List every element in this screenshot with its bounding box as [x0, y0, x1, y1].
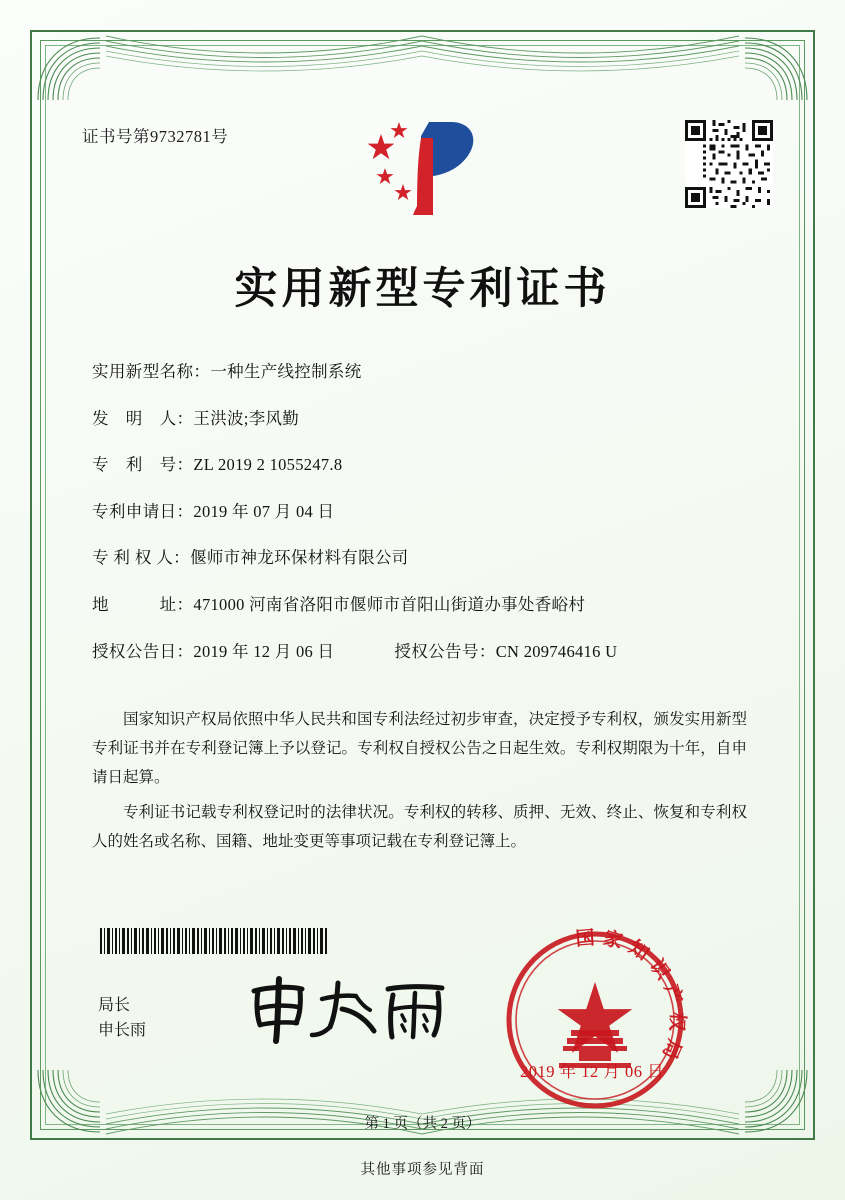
svg-text:国家知识产权局: 国家知识产权局	[574, 926, 689, 1069]
page-title: 实用新型专利证书	[234, 264, 611, 314]
barcode-icon	[100, 928, 328, 954]
field-value: 2019 年 07 月 04 日	[193, 501, 335, 521]
field-label: 地 址：	[92, 594, 194, 614]
field-row-name	[92, 360, 752, 383]
field-label: 实用新型名称：	[92, 362, 211, 381]
field-label-grant-date: 授权公告日：	[92, 641, 194, 661]
paragraph-registry: 专利证书记载专利权登记时的法律状况。专利权的转移、质押、无效、终止、恢复和专利权人的姓名或名称、国籍、地址变更等事项记载在专利登记簿上。	[92, 804, 747, 850]
certificate-number: 证书号第9732781号	[82, 127, 229, 146]
cnipa-logo-icon	[355, 112, 495, 222]
field-value-grant-date: 2019 年 12 月 06 日	[193, 641, 335, 661]
page-number: 第 1 页（共 2 页）	[364, 1116, 481, 1132]
seal-date: 2019 年 12 月 06 日	[520, 1062, 665, 1081]
grant-announcement-group	[394, 640, 617, 663]
field-row-patent-number	[92, 453, 752, 476]
paragraph-grant: 国家知识产权局依照中华人民共和国专利法经过初步审查，决定授予专利权，颁发实用新型专利证书并在专利登记簿上予以登记。专利权自授权公告之日起生效。专利权期限为十年，自申请日起算。	[92, 711, 747, 786]
qr-code-icon	[685, 120, 773, 208]
handwritten-signature-icon	[238, 975, 453, 1045]
field-row-application-date	[92, 500, 752, 523]
footer-note: 其他事项参见背面	[360, 1162, 485, 1178]
signature-name: 申长雨	[98, 1022, 147, 1039]
legal-text	[92, 705, 747, 862]
field-value: 偃师市神龙环保材料有限公司	[190, 548, 409, 568]
field-label: 发 明 人：	[92, 408, 194, 428]
field-row-inventor	[92, 407, 752, 430]
field-value: 一种生产线控制系统	[210, 362, 362, 381]
field-label: 专利申请日：	[92, 501, 194, 521]
field-label: 专 利 权 人：	[92, 548, 191, 568]
field-row-patentee	[92, 546, 752, 569]
field-value-grant-no: CN 209746416 U	[495, 641, 618, 661]
field-label: 专 利 号：	[92, 455, 194, 475]
signature-title: 局长	[98, 997, 131, 1014]
field-value: ZL 2019 2 1055247.8	[193, 455, 343, 475]
field-row-address	[92, 593, 752, 616]
field-value: 471000 河南省洛阳市偃师市首阳山街道办事处香峪村	[193, 594, 586, 614]
official-seal-icon	[495, 920, 695, 1120]
signature-block	[98, 993, 146, 1043]
field-value: 王洪波;李风勤	[193, 408, 300, 428]
field-list	[92, 360, 752, 686]
field-row-grant	[92, 640, 752, 663]
field-label-grant-no: 授权公告号：	[394, 641, 496, 661]
